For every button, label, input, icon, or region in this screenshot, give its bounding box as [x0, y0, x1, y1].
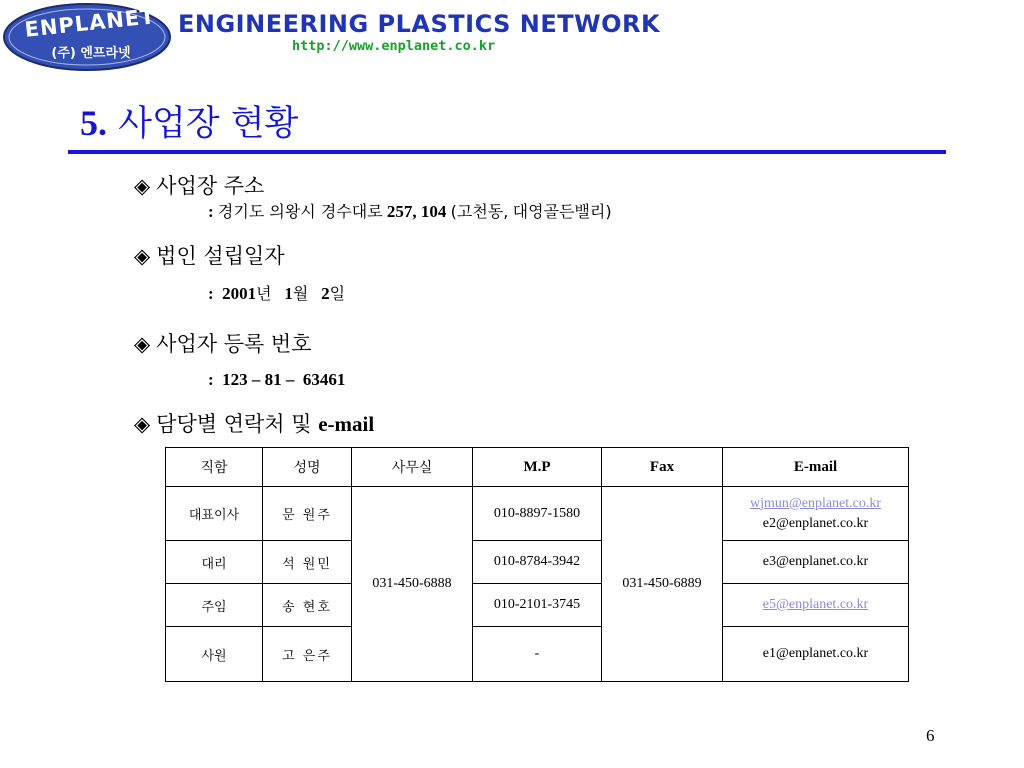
address-building: 대영골든밸리): [512, 202, 612, 221]
page-number: 6: [926, 726, 935, 745]
registration-value: [208, 370, 345, 390]
table-header-row: [166, 448, 909, 487]
founding-month: 1: [284, 284, 293, 303]
title-number: 5.: [80, 103, 107, 143]
founding-year: 2001: [222, 284, 257, 303]
brand-title: ENGINEERING PLASTICS NETWORK: [178, 10, 661, 38]
address-colon: :: [208, 202, 214, 221]
table-row: [166, 584, 909, 627]
registration-heading-label: 사업자 등록 번호: [156, 332, 312, 356]
cell-position: 대표이사: [166, 487, 263, 541]
diamond-bullet-icon: ◈: [134, 412, 151, 436]
cell-position: 주임: [166, 584, 263, 627]
founding-value: [208, 281, 345, 304]
site-url[interactable]: http://www.enplanet.co.kr: [292, 38, 496, 54]
table-row: [166, 487, 909, 541]
logo-text-top: ENPLANET: [23, 4, 157, 42]
header-name: 성명: [263, 448, 352, 487]
diamond-bullet-icon: ◈: [134, 332, 151, 356]
cell-email: e1@enplanet.co.kr: [723, 627, 909, 682]
address-value: [208, 199, 612, 222]
email-link[interactable]: e5@enplanet.co.kr: [762, 597, 869, 612]
section-founding-heading: [134, 240, 285, 270]
address-number: 257, 104: [386, 202, 447, 221]
title-underline: [68, 150, 946, 154]
founding-day-unit: 일: [329, 284, 346, 303]
email-text: e2@enplanet.co.kr: [762, 515, 869, 531]
cell-mobile: 010-8784-3942: [473, 541, 602, 584]
cell-fax: 031-450-6889: [602, 487, 723, 682]
header-position: 직함: [166, 448, 263, 487]
header-office: 사무실: [352, 448, 473, 487]
cell-email: [723, 487, 909, 541]
cell-office-phone: 031-450-6888: [352, 487, 473, 682]
founding-heading-label: 법인 설립일자: [156, 244, 285, 268]
cell-email: e3@enplanet.co.kr: [723, 541, 909, 584]
page-title: [80, 96, 298, 146]
header-email: E-mail: [723, 448, 909, 487]
contacts-table: [165, 447, 909, 682]
founding-year-unit: 년: [256, 284, 272, 303]
section-address-heading: [134, 170, 264, 200]
table-row: [166, 541, 909, 584]
cell-mobile: 010-2101-3745: [473, 584, 602, 627]
section-registration-heading: [134, 328, 312, 358]
enplanet-logo: [2, 2, 172, 72]
cell-mobile: 010-8897-1580: [473, 487, 602, 541]
address-heading-label: 사업장 주소: [156, 174, 265, 198]
cell-name: 송 현호: [263, 584, 352, 627]
founding-day: 2: [321, 284, 330, 303]
diamond-bullet-icon: ◈: [134, 174, 151, 198]
cell-email: [723, 584, 909, 627]
cell-name: 문 원주: [263, 487, 352, 541]
header-mobile: M.P: [473, 448, 602, 487]
founding-month-unit: 월: [292, 284, 309, 303]
cell-name: 고 은주: [263, 627, 352, 682]
founding-colon: :: [208, 284, 214, 303]
header-fax: Fax: [602, 448, 723, 487]
cell-position: 대리: [166, 541, 263, 584]
logo-text-bottom: (주) 엔프라넷: [51, 46, 131, 61]
section-contacts-heading: [134, 408, 374, 438]
registration-colon: :: [208, 370, 214, 389]
address-dong: (고천동,: [450, 202, 509, 221]
registration-number: 123 – 81 – 63461: [222, 370, 346, 389]
email-link[interactable]: wjmun@enplanet.co.kr: [749, 495, 882, 511]
title-text: 사업장 현황: [118, 104, 299, 144]
address-street: 경기도 의왕시 경수대로: [217, 202, 383, 221]
diamond-bullet-icon: ◈: [134, 244, 151, 268]
contacts-heading-email: e-mail: [318, 412, 375, 436]
cell-mobile: -: [473, 627, 602, 682]
cell-position: 사원: [166, 627, 263, 682]
contacts-heading-label: 담당별 연락처 및: [156, 412, 312, 436]
table-row: [166, 627, 909, 682]
cell-name: 석 원민: [263, 541, 352, 584]
